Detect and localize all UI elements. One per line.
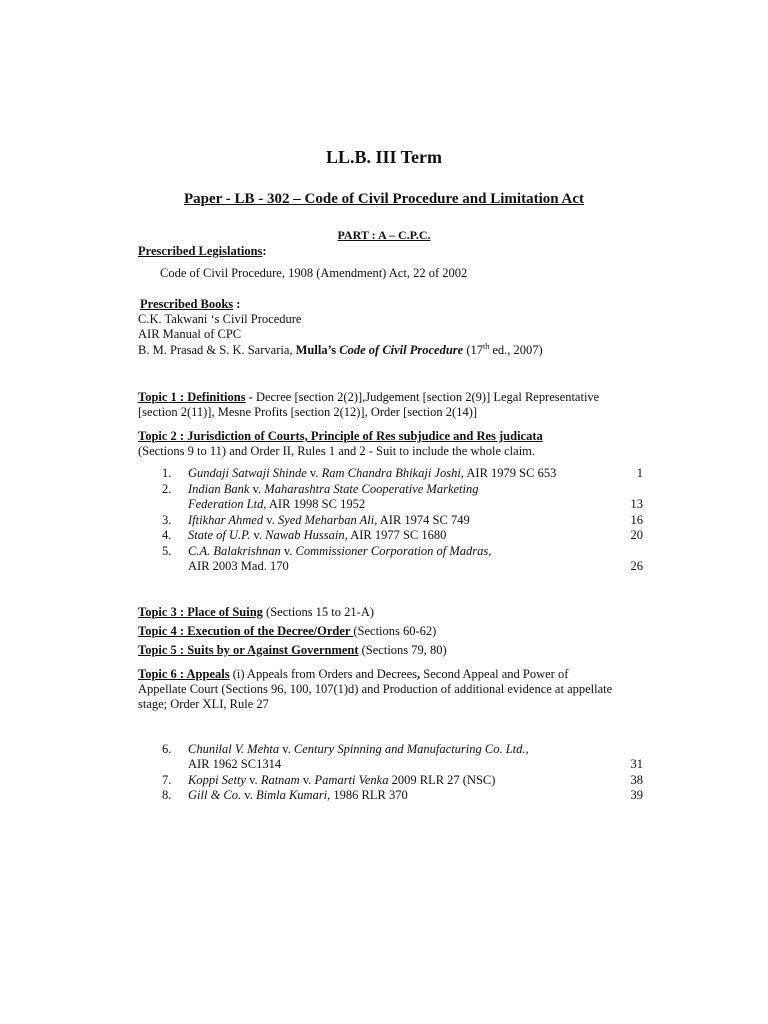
case-report: 2009 RLR 27 (NSC) xyxy=(388,773,496,787)
case-party: Ram Chandra Bhikaji Joshi, xyxy=(321,466,464,480)
case-party: Koppi Setty xyxy=(188,773,246,787)
topic-1-text: Decree [section 2(2)],Judgement [section 2(9)] Legal Representative xyxy=(255,390,600,404)
case-page: 16 xyxy=(630,513,643,527)
case-report: AIR 1998 SC 1952 xyxy=(266,497,366,511)
case-party: Bimla Kumari xyxy=(255,788,328,802)
books-heading xyxy=(140,297,240,312)
case-report: AIR 1979 SC 653 xyxy=(463,466,557,480)
case-party: Syed Meharban Ali, xyxy=(277,513,378,527)
case-number: 7. xyxy=(162,773,172,787)
topic-6-label: Topic 6 : Appeals xyxy=(138,667,230,681)
topic-6-text-3: stage; Order XLI, Rule 27 xyxy=(138,697,269,711)
case-party: Indian Bank xyxy=(188,482,250,496)
topic-6-text: Second Appeal and Power of xyxy=(420,667,569,681)
topic-2 xyxy=(138,429,543,444)
topic-5-text: (Sections 79, 80) xyxy=(358,643,447,657)
case-page: 26 xyxy=(630,559,643,573)
topic-6 xyxy=(138,667,568,682)
case-page: 38 xyxy=(630,773,643,787)
topic-3 xyxy=(138,605,374,620)
case-versus: v. xyxy=(306,466,322,480)
case-party: Century Spinning and Manufacturing Co. Ltd. xyxy=(293,742,526,756)
topic-1 xyxy=(138,390,599,405)
book-title: Code of Civil Procedure xyxy=(336,343,464,357)
topic-4 xyxy=(138,624,436,639)
case-party: C.A. Balakrishnan xyxy=(188,544,281,558)
case-party: Gundaji Satwaji Shinde xyxy=(188,466,307,480)
case-report: AIR 1977 SC 1680 xyxy=(347,528,447,542)
books-colon: : xyxy=(233,297,241,311)
book-author-mulla: Mulla’s xyxy=(295,343,337,357)
topic-5-label: Topic 5 : Suits by or Against Government xyxy=(138,643,359,657)
topic-1-text-2: [section 2(11)], Mesne Profits [section 2(12)], Order [section 2(14)] xyxy=(138,405,478,419)
case-citation xyxy=(188,773,495,788)
case-citation xyxy=(188,742,529,757)
case-number: 6. xyxy=(162,742,172,756)
book-edition: (17 xyxy=(463,343,484,357)
case-citation xyxy=(188,482,479,497)
case-versus: v. xyxy=(279,742,294,756)
case-number: 3. xyxy=(162,513,172,527)
legislation-item: Code of Civil Procedure, 1908 (Amendment) Act, 22 of 2002 xyxy=(160,266,468,280)
case-versus: v. xyxy=(249,482,265,496)
topic-2-label: Topic 2 : Jurisdiction of Courts, Principle of Res subjudice and Res judicata xyxy=(138,429,543,443)
case-versus: v. xyxy=(299,773,315,787)
case-party: Commissioner Corporation of Madras, xyxy=(295,544,492,558)
legislations-heading xyxy=(138,244,267,259)
case-citation xyxy=(188,466,556,481)
case-report: , xyxy=(525,742,529,756)
paper-heading: Paper - LB - 302 – Code of Civil Procedure and Limitation Act xyxy=(184,191,584,207)
case-number: 4. xyxy=(162,528,172,542)
case-number: 2. xyxy=(162,482,172,496)
case-party: Maharashtra State Cooperative Marketing xyxy=(264,482,479,496)
case-versus: v. xyxy=(245,773,261,787)
topic-6-comma: , xyxy=(417,667,421,681)
case-citation xyxy=(188,544,491,559)
page-title: LL.B. III Term xyxy=(325,147,443,167)
topic-1-label: Topic 1 : Definitions xyxy=(138,390,246,404)
topic-3-text: (Sections 15 to 21-A) xyxy=(262,605,375,619)
case-page: 13 xyxy=(630,497,643,511)
topic-4-label: Topic 4 : Execution of the Decree/Order xyxy=(138,624,354,638)
case-citation xyxy=(188,497,365,512)
case-report: AIR 1974 SC 749 xyxy=(377,513,470,527)
case-citation xyxy=(188,788,408,803)
case-report: AIR 1962 SC1314 xyxy=(188,757,282,771)
part-heading: PART : A – C.P.C. xyxy=(337,228,431,242)
case-versus: v. xyxy=(263,513,278,527)
case-report: AIR 2003 Mad. 170 xyxy=(188,559,289,573)
case-number: 1. xyxy=(162,466,172,480)
topic-6-text-2: Appellate Court (Sections 96, 100, 107(1)d) and Production of additional evidence at appellate xyxy=(138,682,613,696)
legislations-colon: : xyxy=(262,244,267,258)
books-label: Prescribed Books xyxy=(140,297,234,311)
case-page: 31 xyxy=(630,757,643,771)
topic-1-sep: - xyxy=(245,390,256,404)
case-number: 8. xyxy=(162,788,172,802)
topic-6-text: (i) Appeals from Orders and Decrees xyxy=(229,667,418,681)
case-page: 1 xyxy=(636,466,643,480)
case-citation xyxy=(188,528,446,543)
case-party: Pamarti Venka xyxy=(314,773,389,787)
topic-3-label: Topic 3 : Place of Suing xyxy=(138,605,263,619)
book-item xyxy=(138,343,543,358)
case-party: Gill & Co. xyxy=(188,788,242,802)
case-party: Nawab Hussain, xyxy=(265,528,348,542)
case-page: 39 xyxy=(630,788,643,802)
topic-2-text: (Sections 9 to 11) and Order II, Rules 1 and 2 - Suit to include the whole claim. xyxy=(138,444,536,458)
case-versus: v. xyxy=(241,788,256,802)
case-party: Chunilal V. Mehta xyxy=(188,742,280,756)
book-item: C.K. Takwani ‘s Civil Procedure xyxy=(138,312,302,326)
case-versus: v. xyxy=(280,544,296,558)
book-edition-sup: th xyxy=(483,341,490,351)
case-citation xyxy=(188,513,470,528)
case-versus: v. xyxy=(250,528,266,542)
book-item: AIR Manual of CPC xyxy=(138,327,242,341)
case-party: Federation Ltd, xyxy=(188,497,267,511)
topic-5 xyxy=(138,643,447,658)
case-report: , 1986 RLR 370 xyxy=(327,788,408,802)
legislations-label: Prescribed Legislations xyxy=(138,244,263,258)
case-number: 5. xyxy=(162,544,172,558)
case-party: Iftikhar Ahmed xyxy=(188,513,264,527)
book-authors: B. M. Prasad & S. K. Sarvaria, xyxy=(138,343,296,357)
topic-4-text: (Sections 60-62) xyxy=(353,624,437,638)
case-page: 20 xyxy=(630,528,643,542)
book-edition-year: ed., 2007) xyxy=(489,343,543,357)
case-party: State of U.P. xyxy=(188,528,251,542)
case-party: Ratnam xyxy=(260,773,300,787)
